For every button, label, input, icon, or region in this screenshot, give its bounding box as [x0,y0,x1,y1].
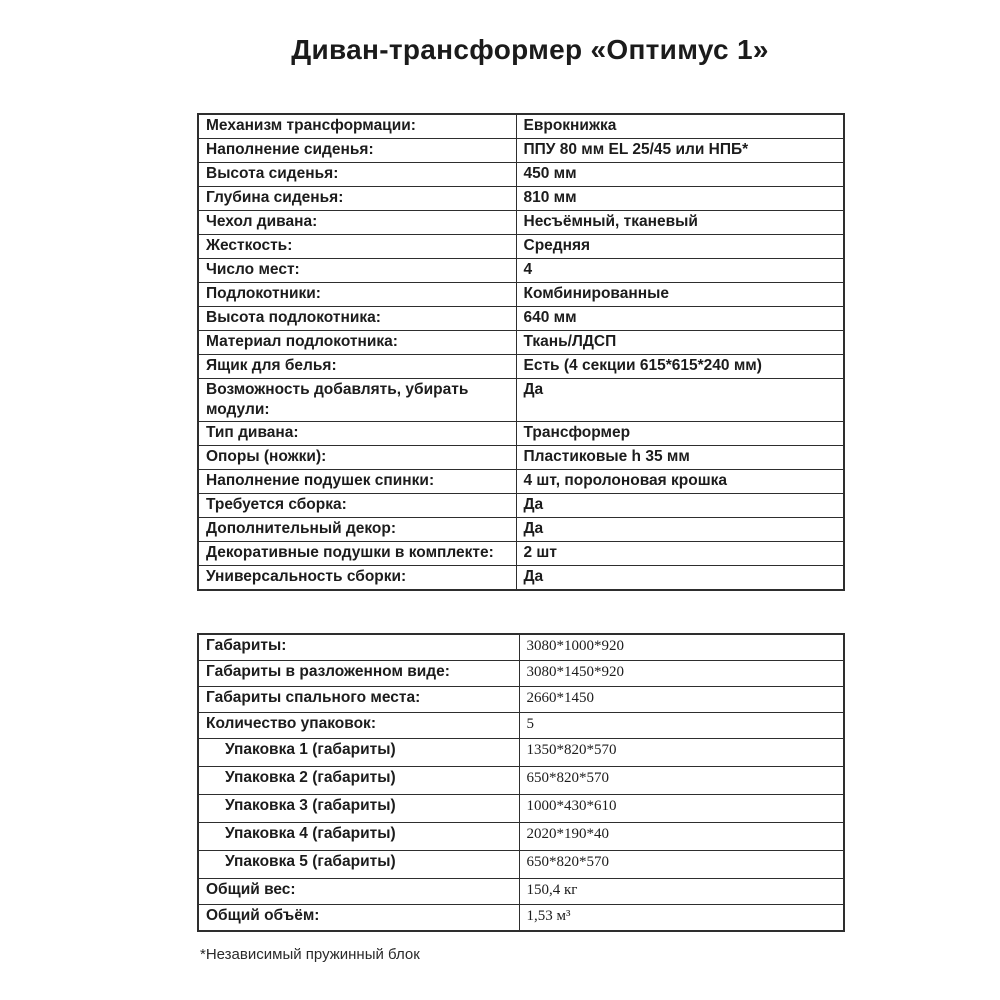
row-value: 640 мм [516,307,844,331]
row-label: Число мест: [198,259,516,283]
table-row [198,795,844,823]
row-value: 2 шт [516,542,844,566]
table-row [198,211,844,235]
row-label: Общий объём: [198,905,519,932]
table-row [198,422,844,446]
row-value: 5 [519,713,844,739]
row-label: Опоры (ножки): [198,446,516,470]
row-value: 810 мм [516,187,844,211]
row-label: Чехол дивана: [198,211,516,235]
row-label: Ящик для белья: [198,355,516,379]
table-row [198,235,844,259]
row-label: Жесткость: [198,235,516,259]
table-row [198,446,844,470]
row-label: Упаковка 2 (габариты) [198,767,519,795]
row-label: Глубина сиденья: [198,187,516,211]
specs-table-body [198,114,844,590]
row-value: 2660*1450 [519,687,844,713]
table-row [198,259,844,283]
table-row [198,634,844,661]
row-value: 650*820*570 [519,851,844,879]
row-value: 2020*190*40 [519,823,844,851]
row-value: 450 мм [516,163,844,187]
table-row [198,379,844,422]
table-row [198,114,844,139]
row-label: Универсальность сборки: [198,566,516,591]
row-label: Общий вес: [198,879,519,905]
row-value: Да [516,494,844,518]
table-row [198,851,844,879]
row-label: Тип дивана: [198,422,516,446]
row-label: Наполнение подушек спинки: [198,470,516,494]
row-label: Упаковка 3 (габариты) [198,795,519,823]
row-value: Да [516,518,844,542]
row-label: Возможность добавлять, убирать модули: [198,379,516,422]
row-label: Декоративные подушки в комплекте: [198,542,516,566]
row-value: Комбинированные [516,283,844,307]
row-value: 1,53 м³ [519,905,844,932]
row-value: Да [516,566,844,591]
table-row [198,542,844,566]
dims-totals-body [198,879,844,932]
row-value: Еврокнижка [516,114,844,139]
table-row [198,139,844,163]
table-row [198,470,844,494]
page-title: Диван-трансформер «Оптимус 1» [291,34,769,65]
row-value: 1000*430*610 [519,795,844,823]
table-row [198,687,844,713]
row-label: Подлокотники: [198,283,516,307]
row-value: Пластиковые h 35 мм [516,446,844,470]
table-row [198,187,844,211]
row-label: Требуется сборка: [198,494,516,518]
row-label: Материал подлокотника: [198,331,516,355]
table-row [198,163,844,187]
table-row [198,739,844,767]
table-row [198,823,844,851]
table-row [198,661,844,687]
table-row [198,283,844,307]
table-row [198,355,844,379]
row-value: 3080*1450*920 [519,661,844,687]
row-label: Механизм трансформации: [198,114,516,139]
row-label: Наполнение сиденья: [198,139,516,163]
row-label: Габариты спального места: [198,687,519,713]
table-row [198,307,844,331]
table-row [198,713,844,739]
row-value: 3080*1000*920 [519,634,844,661]
row-value: 1350*820*570 [519,739,844,767]
footnote: *Независимый пружинный блок [200,946,420,963]
table-row [198,767,844,795]
dims-main-body [198,634,844,739]
table-row [198,879,844,905]
row-value: Трансформер [516,422,844,446]
row-value: 4 [516,259,844,283]
table-row [198,566,844,591]
dims-packages-body [198,739,844,879]
row-label: Высота подлокотника: [198,307,516,331]
row-label: Дополнительный декор: [198,518,516,542]
table-row [198,331,844,355]
row-value: Несъёмный, тканевый [516,211,844,235]
row-label: Упаковка 5 (габариты) [198,851,519,879]
row-value: 150,4 кг [519,879,844,905]
row-value: ППУ 80 мм EL 25/45 или НПБ* [516,139,844,163]
row-label: Упаковка 1 (габариты) [198,739,519,767]
table-row [198,494,844,518]
row-label: Габариты в разложенном виде: [198,661,519,687]
dimensions-table [197,633,845,932]
table-row [198,905,844,932]
row-value: 650*820*570 [519,767,844,795]
row-value: Есть (4 секции 615*615*240 мм) [516,355,844,379]
row-label: Высота сиденья: [198,163,516,187]
row-label: Количество упаковок: [198,713,519,739]
row-value: 4 шт, поролоновая крошка [516,470,844,494]
row-value: Средняя [516,235,844,259]
specs-table [197,113,845,591]
table-row [198,518,844,542]
row-label: Габариты: [198,634,519,661]
row-value: Ткань/ЛДСП [516,331,844,355]
row-value: Да [516,379,844,422]
row-label: Упаковка 4 (габариты) [198,823,519,851]
